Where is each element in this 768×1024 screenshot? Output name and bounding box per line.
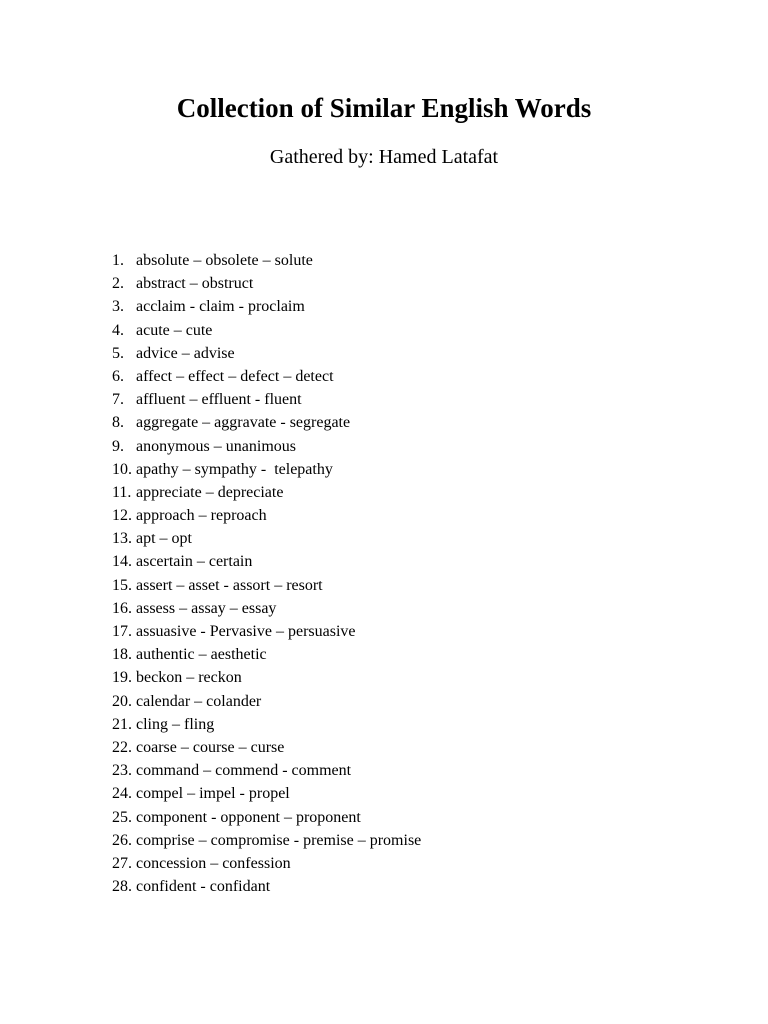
list-item-number: 8.: [112, 414, 124, 432]
list-item-text: anonymous – unanimous: [136, 437, 296, 455]
list-item-number: 3.: [112, 298, 124, 316]
list-item-number: 17.: [112, 623, 132, 640]
list-item-text: cling – fling: [136, 715, 215, 733]
list-item-text: absolute – obsolete – solute: [136, 252, 313, 269]
list-item-number: 4.: [112, 321, 124, 339]
list-item-text: abstract – obstruct: [136, 275, 254, 293]
list-item-text: aggregate – aggravate - segregate: [136, 414, 351, 432]
list-item-number: 12.: [112, 507, 132, 525]
list-item-text: ascertain – certain: [136, 553, 253, 571]
list-item-text: calendar – colander: [136, 692, 262, 710]
list-item-text: component - opponent – proponent: [136, 808, 361, 826]
list-item: [112, 458, 421, 481]
list-item-number: 11.: [112, 483, 132, 501]
list-item-number: 16.: [112, 599, 132, 617]
list-item: [112, 666, 421, 689]
list-item-text: beckon – reckon: [136, 669, 242, 687]
list-item-text: advice – advise: [136, 344, 235, 362]
list-item-number: 1.: [112, 252, 124, 269]
list-item-text: appreciate – depreciate: [136, 483, 284, 501]
list-item-text: approach – reproach: [136, 507, 267, 525]
list-item-text: affluent – effluent - fluent: [136, 391, 302, 409]
list-item: [112, 713, 421, 736]
list-item-number: 28.: [112, 878, 132, 896]
list-item: [112, 852, 421, 875]
list-item-number: 26.: [112, 831, 132, 849]
list-item: [112, 411, 421, 434]
list-item-number: 6.: [112, 367, 124, 385]
list-item-text: assert – asset - assort – resort: [136, 576, 323, 594]
list-item-text: comprise – compromise - premise – promise: [136, 831, 422, 849]
list-item: [112, 620, 421, 643]
list-item-text: apathy – sympathy - telepathy: [136, 460, 333, 478]
document-title: Collection of Similar English Words: [176, 93, 592, 123]
list-item: [112, 806, 421, 829]
list-item-number: 7.: [112, 391, 124, 409]
list-item-number: 19.: [112, 669, 132, 687]
list-item-number: 25.: [112, 808, 132, 826]
list-item: [112, 829, 421, 852]
list-item: [112, 481, 421, 504]
list-item-text: apt – opt: [136, 530, 192, 548]
list-item-number: 24.: [112, 785, 132, 803]
list-item: [112, 736, 421, 759]
list-item: [112, 527, 421, 550]
list-item-number: 22.: [112, 738, 132, 756]
list-item-text: compel – impel - propel: [136, 785, 290, 803]
list-item: [112, 690, 421, 713]
list-item: [112, 272, 421, 295]
list-item: [112, 875, 421, 898]
list-item-text: authentic – aesthetic: [136, 646, 267, 664]
list-item-number: 15.: [112, 576, 132, 594]
list-item: [112, 388, 421, 411]
list-item-text: confident - confidant: [136, 878, 271, 896]
list-item: [112, 759, 421, 782]
list-item: [112, 574, 421, 597]
list-item-number: 10.: [112, 460, 132, 478]
list-item-number: 18.: [112, 646, 132, 664]
list-item-number: 21.: [112, 715, 132, 733]
list-item-text: acclaim - claim - proclaim: [136, 298, 305, 316]
list-item: [112, 319, 421, 342]
list-item-text: assuasive - Pervasive – persuasive: [136, 623, 356, 640]
list-item: [112, 782, 421, 805]
list-item: [112, 550, 421, 573]
list-item-text: assess – assay – essay: [136, 599, 277, 617]
list-item-text: concession – confession: [136, 854, 291, 872]
list-item-number: 5.: [112, 344, 124, 362]
list-item-number: 14.: [112, 553, 132, 571]
list-item: [112, 365, 421, 388]
list-item: [112, 435, 421, 458]
list-item-number: 2.: [112, 275, 124, 293]
list-item: [112, 597, 421, 620]
list-item: [112, 249, 421, 272]
list-item-number: 23.: [112, 762, 132, 780]
list-item-number: 20.: [112, 692, 132, 710]
list-item-number: 9.: [112, 437, 124, 455]
list-item-text: coarse – course – curse: [136, 738, 285, 756]
word-list: [112, 249, 421, 898]
list-item-text: affect – effect – defect – detect: [136, 367, 334, 385]
list-item-text: command – commend - comment: [136, 762, 352, 780]
list-item-number: 27.: [112, 854, 132, 872]
document-subtitle: Gathered by: Hamed Latafat: [269, 146, 499, 168]
list-item: [112, 643, 421, 666]
list-item: [112, 342, 421, 365]
list-item-number: 13.: [112, 530, 132, 548]
list-item: [112, 295, 421, 318]
list-item-text: acute – cute: [136, 321, 213, 339]
list-item: [112, 504, 421, 527]
